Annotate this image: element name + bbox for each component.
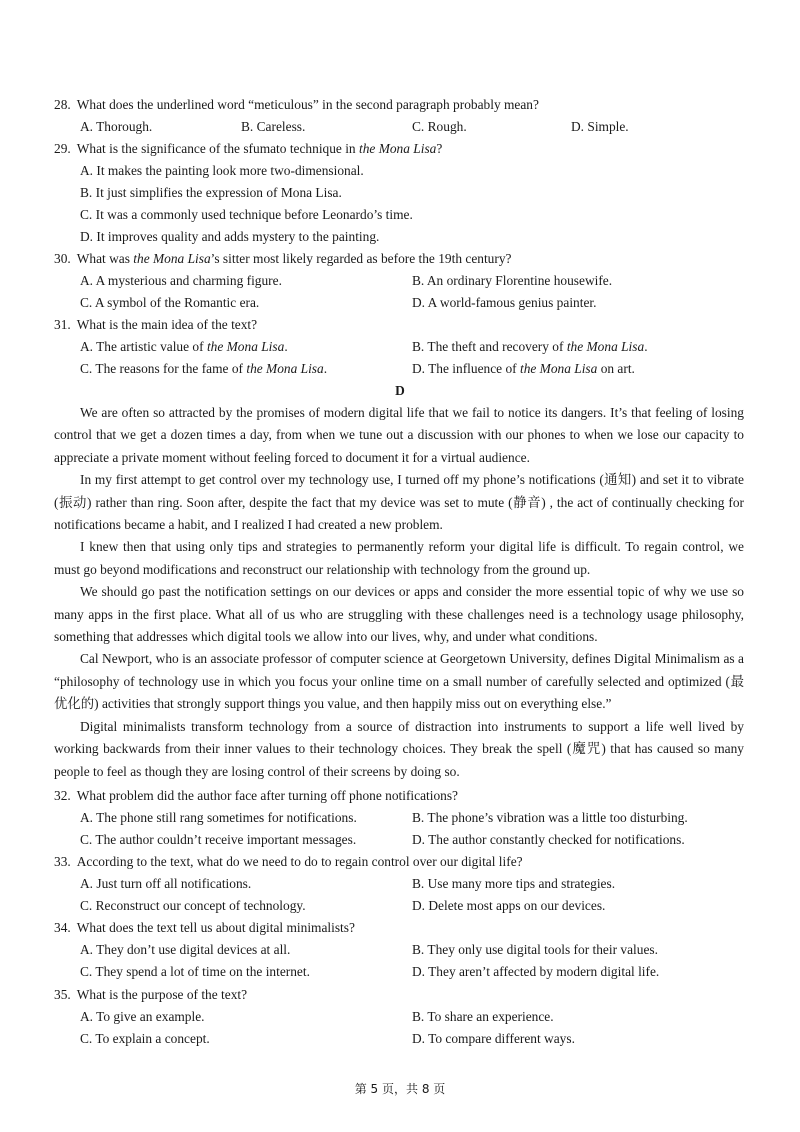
passage-paragraph: Digital minimalists transform technology from a source of distraction into instruments to support a life well lived by working backwards from their inner values to their technology choices. They break the spell (魔咒) that has caused so many people to feel as though they are losing control of their screens by doing so. xyxy=(54,718,744,779)
question-29 xyxy=(54,138,442,160)
question-number: 33. xyxy=(54,854,71,869)
question-text-end: ? xyxy=(436,141,443,156)
option-35-b: B. To share an experience. xyxy=(412,1009,554,1024)
question-text-italic: the Mona Lisa xyxy=(358,141,437,156)
question-34 xyxy=(54,917,355,939)
passage-paragraph: In my first attempt to get control over my technology use, I turned off my phone’s notifications (通知) and set it to vibrate (振动) rather than ring. Soon after, despite the fact that my device was set to mute (静音) , the act of continually checking for notifications became a habit, and I realized I had created a new problem. xyxy=(54,472,744,533)
option-31-a xyxy=(80,336,288,358)
question-number: 34. xyxy=(54,920,71,935)
option-text: A. The artistic value of xyxy=(80,339,207,354)
question-33 xyxy=(54,851,523,873)
question-text: What problem did the author face after turning off phone notifications? xyxy=(76,788,459,803)
option-29-b: B. It just simplifies the expression of Mona Lisa. xyxy=(80,185,342,200)
option-29-c: C. It was a commonly used technique before Leonardo’s time. xyxy=(80,207,413,222)
option-31-b xyxy=(412,336,648,358)
option-29-a: A. It makes the painting look more two-dimensional. xyxy=(80,163,364,178)
option-text-italic: the Mona Lisa xyxy=(206,339,285,354)
question-text: What is the purpose of the text? xyxy=(76,987,248,1002)
passage-paragraph: Cal Newport, who is an associate professor of computer science at Georgetown University, defines Digital Minimalism as a “philosophy of technology use in which you focus your online time on a small number of carefully selected and optimized (最优化的) activities that strongly support things you value, and then happily miss out on everything else.” xyxy=(54,651,744,712)
question-text: What does the underlined word “meticulous” in the second paragraph probably mean? xyxy=(76,97,539,112)
option-28-a: A. Thorough. xyxy=(80,119,153,134)
question-35 xyxy=(54,984,247,1006)
question-32 xyxy=(54,785,458,807)
option-34-d: D. They aren’t affected by modern digital life. xyxy=(412,964,660,979)
option-text-end: . xyxy=(644,339,648,354)
option-28-d: D. Simple. xyxy=(571,119,629,134)
option-text-italic: the Mona Lisa xyxy=(566,339,645,354)
question-number: 31. xyxy=(54,317,71,332)
option-30-a: A. A mysterious and charming figure. xyxy=(80,273,282,288)
question-31 xyxy=(54,314,257,336)
question-30 xyxy=(54,248,511,270)
option-text-end: . xyxy=(284,339,288,354)
passage-paragraph: We should go past the notification settings on our devices or apps and consider the more essential topic of why we use so many apps in the first place. What all of us who are struggling with these challenges need is a technology usage philosophy, something that addresses which digital tools we allow into our lives, why, and under what conditions. xyxy=(54,584,744,645)
question-number: 28. xyxy=(54,97,71,112)
option-28-c: C. Rough. xyxy=(412,119,467,134)
option-35-d: D. To compare different ways. xyxy=(412,1031,575,1046)
passage xyxy=(54,402,744,783)
option-30-c: C. A symbol of the Romantic era. xyxy=(80,295,260,310)
option-29-d: D. It improves quality and adds mystery to the painting. xyxy=(80,229,380,244)
option-35-a: A. To give an example. xyxy=(80,1009,205,1024)
option-34-c: C. They spend a lot of time on the internet. xyxy=(80,964,310,979)
option-32-c: C. The author couldn’t receive important messages. xyxy=(80,832,357,847)
question-28 xyxy=(54,94,539,116)
option-text: B. The theft and recovery of xyxy=(412,339,567,354)
question-number: 29. xyxy=(54,141,71,156)
option-30-d: D. A world-famous genius painter. xyxy=(412,295,597,310)
question-number: 30. xyxy=(54,251,71,266)
question-text: According to the text, what do we need to do to regain control over our digital life? xyxy=(76,854,523,869)
option-32-b: B. The phone’s vibration was a little too disturbing. xyxy=(412,810,688,825)
question-text: What was xyxy=(76,251,134,266)
option-33-d: D. Delete most apps on our devices. xyxy=(412,898,606,913)
option-31-c xyxy=(80,358,327,380)
option-30-b: B. An ordinary Florentine housewife. xyxy=(412,273,613,288)
passage-paragraph: We are often so attracted by the promises of modern digital life that we fail to notice its dangers. It’s that feeling of losing control that we get a dozen times a day, from when we tune out a discussion with our phones to when we lose our capacity to appreciate a private moment without feeling forced to document it for a virtual audience. xyxy=(54,405,744,465)
question-text: What does the text tell us about digital minimalists? xyxy=(76,920,355,935)
passage-paragraph: I knew then that using only tips and strategies to permanently reform your digital life is difficult. To regain control, we must go beyond modifications and reconstruct our relationship with technology from the ground up. xyxy=(54,539,744,577)
option-34-a: A. They don’t use digital devices at all. xyxy=(80,942,291,957)
option-text-italic: the Mona Lisa xyxy=(246,361,324,376)
option-33-a: A. Just turn off all notifications. xyxy=(80,876,252,891)
option-31-d xyxy=(412,358,635,380)
question-text: What is the significance of the sfumato technique in xyxy=(76,141,359,156)
option-text: D. The influence of xyxy=(412,361,520,376)
page-footer: 第 5 页，共 8 页 xyxy=(354,1082,446,1096)
option-35-c: C. To explain a concept. xyxy=(80,1031,210,1046)
option-33-b: B. Use many more tips and strategies. xyxy=(412,876,616,891)
option-33-c: C. Reconstruct our concept of technology. xyxy=(80,898,306,913)
option-32-d: D. The author constantly checked for notifications. xyxy=(412,832,685,847)
section-heading: D xyxy=(395,383,405,398)
option-text-end: on art. xyxy=(597,361,635,376)
option-text-italic: the Mona Lisa xyxy=(519,361,598,376)
option-text-end: . xyxy=(323,361,328,376)
option-34-b: B. They only use digital tools for their values. xyxy=(412,942,658,957)
question-text-end: ’s sitter most likely regarded as before the 19th century? xyxy=(210,251,512,266)
question-number: 32. xyxy=(54,788,71,803)
option-text: C. The reasons for the fame of xyxy=(80,361,247,376)
question-text-italic: the Mona Lisa xyxy=(133,251,211,266)
option-32-a: A. The phone still rang sometimes for notifications. xyxy=(80,810,357,825)
option-28-b: B. Careless. xyxy=(241,119,306,134)
question-text: What is the main idea of the text? xyxy=(76,317,258,332)
question-number: 35. xyxy=(54,987,71,1002)
